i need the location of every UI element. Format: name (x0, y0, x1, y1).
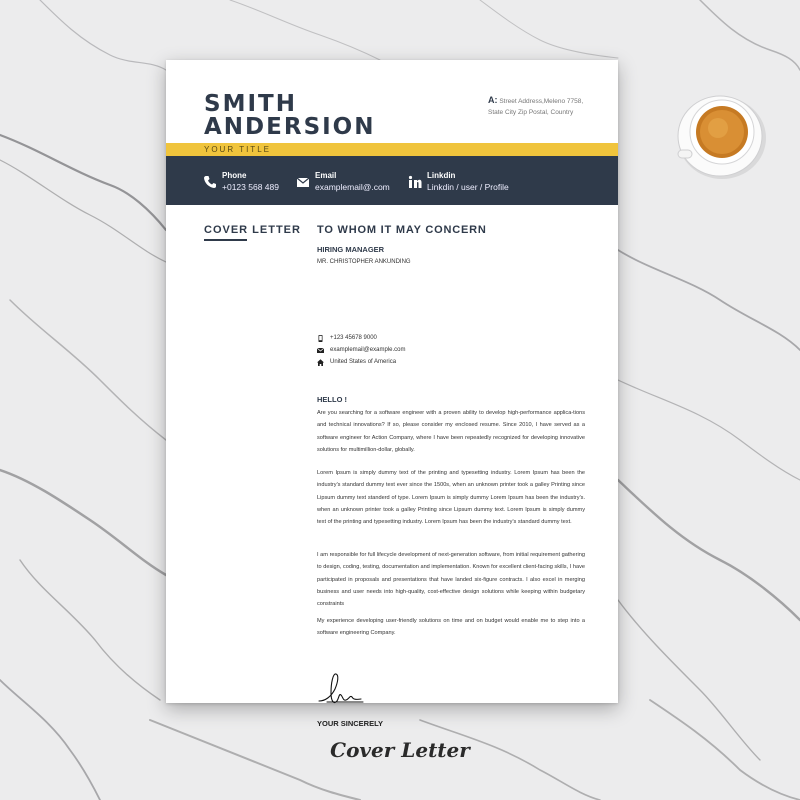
linkedin-label: Linkdin (427, 171, 456, 180)
envelope-icon (317, 347, 324, 354)
closing: YOUR SINCERELY (317, 719, 383, 728)
signature-image (317, 671, 367, 709)
linkedin-icon (408, 175, 422, 189)
address-line-1: Street Address,Meleno 7758, (499, 98, 584, 105)
paragraph-1: Are you searching for a software engineer with a proven ability to develop high-performance applica-tions and technical innovations? If so, please consider my enclosed resume. Since 2010, I have served as a software engineer for Action Company, where I have been repeatedly recognized for developing innovative solutions for multimillion-dollar, globally. (317, 410, 585, 453)
heading-underline (204, 239, 247, 241)
greeting: HELLO ! (317, 395, 347, 404)
paragraph-3: I am responsible for full lifecycle development of next-generation software, from initial requirement gathering to design, coding, testing, documentation and implementation. Known for excellent client-facing skills, I have participated in proposals and presentations that have landed six-figure contracts. I also excel in merging business and user needs into high-quality, cost-effective design solutions while keeping within budgetary constraints (317, 552, 585, 608)
recipient-email: examplemail@example.com (330, 347, 406, 353)
candidate-name (204, 93, 376, 139)
coffee-cup-image (674, 92, 766, 180)
phone-icon (203, 175, 217, 189)
caption-text: Cover Letter (330, 738, 470, 762)
last-name: ANDERSION (204, 114, 376, 140)
job-title: YOUR TITLE (204, 145, 271, 154)
cover-letter-heading: COVER LETTER (204, 224, 301, 236)
paragraph-2: Lorem Ipsum is simply dummy text of the printing and typesetting industry. Lorem Ipsum has been the industry's standard dummy text ever since the 1500s, when an unknown printer took a galley Printing since Lipsum dummy text standerd of type. Lorem Ipsum is simply dummy Lorem Ipsum has been the industry's. when an unknown printer took a galley Printing since Lipsum dummy text. Lorem Ipsum is simply dummy text of the printing and typesetting industry. Lorem Ipsum has been the industry's standard dummy text. (317, 470, 585, 526)
address-block (488, 95, 612, 118)
contact-bar (166, 156, 618, 205)
letter-heading: TO WHOM IT MAY CONCERN (317, 224, 487, 236)
home-icon (317, 359, 324, 366)
recipient-phone: +123 45678 9000 (330, 335, 377, 341)
cover-letter-page (166, 60, 618, 728)
email-value: examplemail@.com (315, 182, 390, 192)
envelope-icon (296, 175, 310, 189)
phone-label: Phone (222, 171, 247, 180)
recipient-location: United States of America (330, 359, 397, 365)
letter-body (317, 224, 587, 728)
paragraph-4: My experience developing user-friendly solutions on time and on budget would enable me to step into a software engineering Company. (317, 618, 585, 637)
address-label: A: (488, 95, 498, 105)
first-name: SMITH (204, 91, 297, 117)
linkedin-value: Linkdin / user / Profile (427, 182, 509, 192)
address-line-2: State City Zip Postal, Country (488, 109, 574, 116)
phone-value: +0123 568 489 (222, 182, 279, 192)
mobile-phone-icon (317, 335, 324, 342)
recipient-name: MR. CHRISTOPHER ANKUNDING (317, 259, 411, 265)
email-label: Email (315, 171, 337, 180)
recipient-title: HIRING MANAGER (317, 245, 385, 254)
